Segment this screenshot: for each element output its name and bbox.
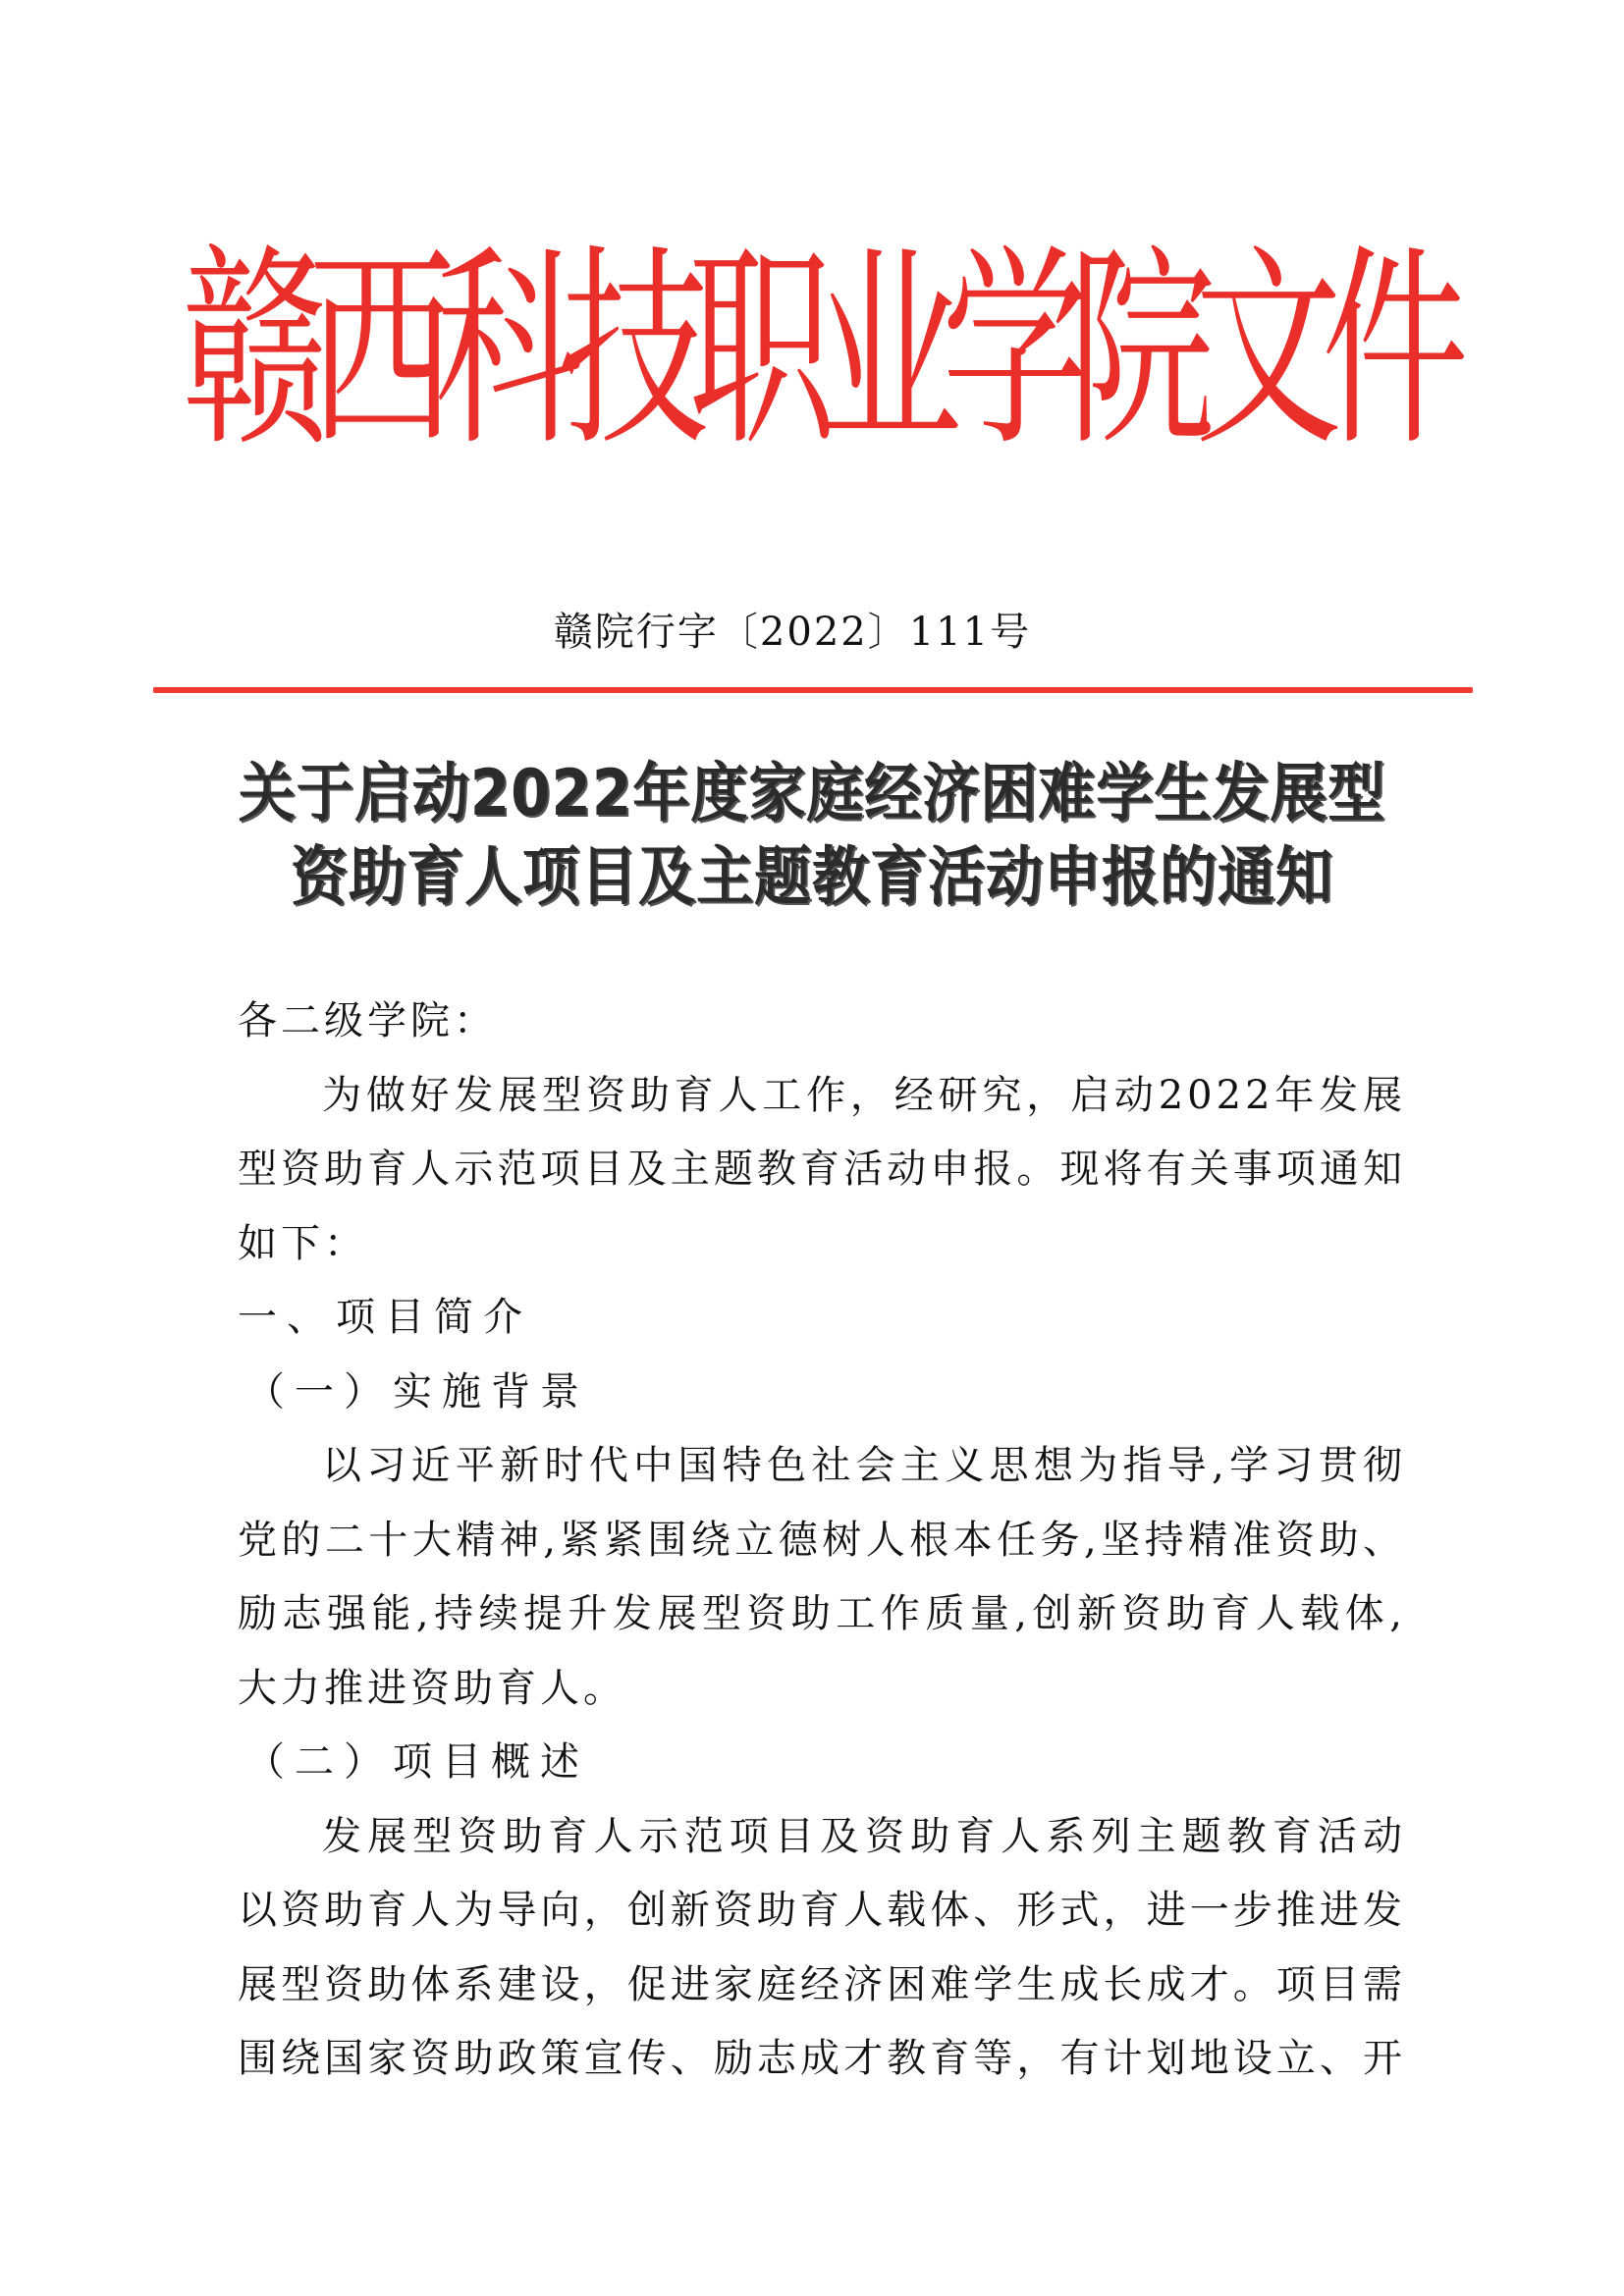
- masthead-char: 业: [815, 227, 963, 475]
- masthead-char: 西: [308, 227, 457, 475]
- document-masthead: [182, 227, 1470, 475]
- paragraph-line: 以资助育人为导向，创新资助育人载体、形式，进一步推进发: [238, 1888, 1406, 1933]
- masthead-char: 文: [1195, 227, 1343, 475]
- paragraph-line: 党的二十大精神,紧紧围绕立德树人根本任务,坚持精准资助、: [238, 1517, 1406, 1563]
- document-number: [0, 601, 1624, 657]
- masthead-char: 技: [562, 227, 710, 475]
- masthead-char: 赣: [182, 227, 330, 475]
- masthead-char: 职: [688, 227, 837, 475]
- intro-line: 为做好发展型资助育人工作，经研究，启动2022年发展: [322, 1072, 1406, 1118]
- paragraph-line: 大力推进资助育人。: [238, 1665, 626, 1711]
- document-body: [238, 991, 1406, 2104]
- subsection-heading: （一）实施背景: [245, 1368, 589, 1415]
- document-title-line-2: 资助育人项目及主题教育活动申报的通知: [290, 838, 1333, 914]
- masthead-char: 件: [1322, 227, 1470, 475]
- paragraph-line: 励志强能,持续提升发展型资助工作质量,创新资助育人载体,: [238, 1591, 1406, 1636]
- salutation: 各二级学院：: [238, 998, 497, 1043]
- subsection-heading: （二）项目概述: [245, 1739, 589, 1785]
- intro-line: 如下：: [238, 1220, 367, 1266]
- masthead-char: 院: [1068, 227, 1217, 475]
- paragraph-line: 以习近平新时代中国特色社会主义思想为指导,学习贯彻: [322, 1443, 1406, 1488]
- document-number-text: 赣院行字〔2022〕111号: [553, 610, 1032, 655]
- masthead-char: 科: [435, 227, 583, 475]
- section-heading: 一、项目简介: [238, 1295, 532, 1340]
- masthead-char: 学: [942, 227, 1090, 475]
- paragraph-line: 发展型资助育人示范项目及资助育人系列主题教育活动: [322, 1813, 1406, 1859]
- document-title-line-1: 关于启动2022年度家庭经济困难学生发展型: [238, 755, 1386, 830]
- red-divider-line: [153, 687, 1473, 693]
- intro-line: 型资助育人示范项目及主题教育活动申报。现将有关事项通知: [238, 1147, 1406, 1192]
- paragraph-line: 展型资助体系建设，促进家庭经济困难学生成长成才。项目需: [238, 1961, 1406, 2007]
- paragraph-line: 围绕国家资助政策宣传、励志成才教育等，有计划地设立、开: [238, 2036, 1406, 2081]
